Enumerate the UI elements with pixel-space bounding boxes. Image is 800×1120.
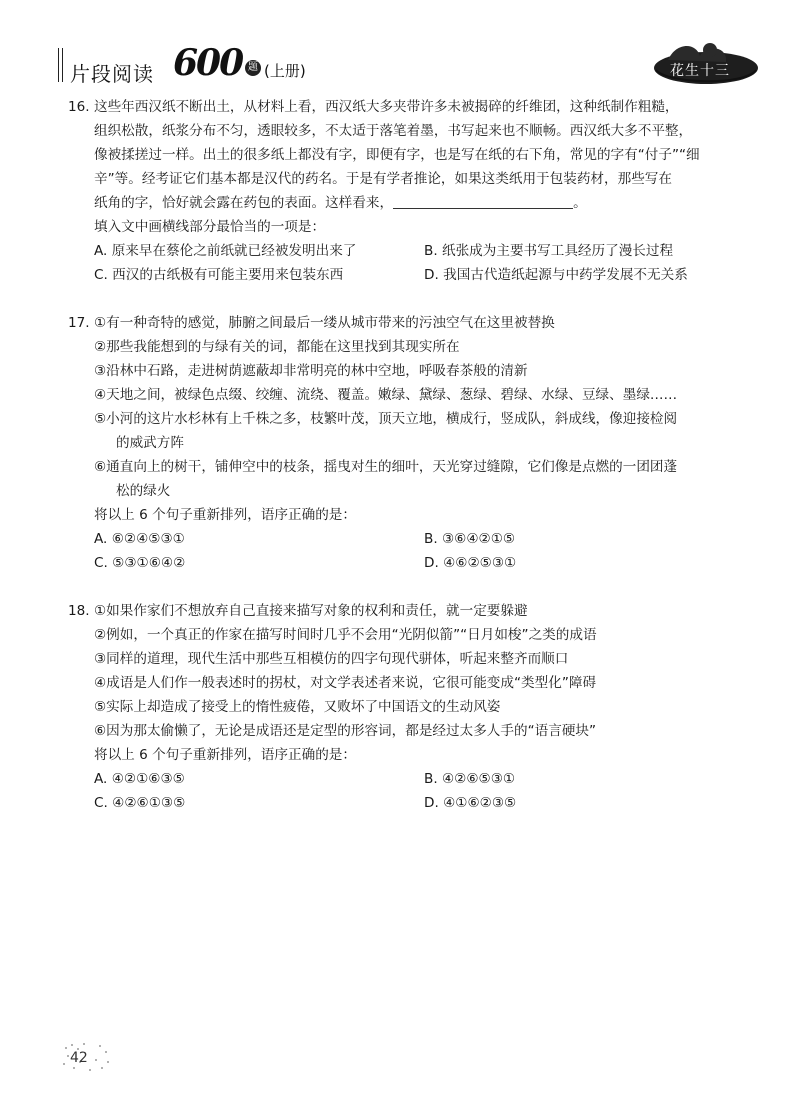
question-16 <box>68 95 768 287</box>
book-title-number: 600 <box>173 42 243 84</box>
option-text: ④②⑥①③⑤ <box>112 795 186 811</box>
question-prompt: 将以上 6 个句子重新排列，语序正确的是： <box>94 507 356 523</box>
sentence-6: ⑥通直向上的树干，铺伸空中的枝条，摇曳对生的细叶，天光穿过缝隙，它们像是点燃的一团团蓬 <box>94 459 678 475</box>
option-text: ④①⑥②③⑤ <box>443 795 517 811</box>
option-a[interactable] <box>94 767 185 791</box>
option-d[interactable] <box>424 791 516 815</box>
question-prompt: 将以上 6 个句子重新排列，语序正确的是： <box>94 747 356 763</box>
options-row <box>94 239 768 263</box>
paragraph-line: 组织松散，纸浆分布不匀，透眼较多，不太适于落笔着墨，书写起来也不顺畅。西汉纸大多不平整， <box>94 123 693 139</box>
paragraph-line: 像被揉搓过一样。出土的很多纸上都没有字，即便有字，也是写在纸的右下角，常见的字有“付子”“细 <box>94 147 700 163</box>
option-b[interactable] <box>424 767 515 791</box>
question-number: 16. <box>68 99 90 115</box>
option-text: 原来早在蔡伦之前纸就已经被发明出来了 <box>111 243 357 259</box>
question-prompt: 填入文中画横线部分最恰当的一项是： <box>94 219 326 235</box>
option-text: 我国古代造纸起源与中药学发展不无关系 <box>443 267 688 283</box>
sentence-6-continued: 松的绿火 <box>116 483 171 499</box>
option-c[interactable] <box>94 791 185 815</box>
option-label: C. <box>94 555 108 571</box>
sentence-1: ①如果作家们不想放弃自己直接来描写对象的权利和责任，就一定要躲避 <box>94 603 528 619</box>
option-d[interactable] <box>424 263 688 287</box>
option-text: ④②①⑥③⑤ <box>111 771 185 787</box>
answer-blank <box>393 194 573 209</box>
blank-end-punctuation: 。 <box>573 195 587 211</box>
sentence-5: ⑤小河的这片水杉林有上千株之多，枝繁叶茂，顶天立地，横成行，竖成队，斜成线，像迎接检阅 <box>94 411 678 427</box>
option-c[interactable] <box>94 551 185 575</box>
options-row <box>94 263 768 287</box>
paragraph-line-with-blank <box>94 191 768 215</box>
option-label: C. <box>94 267 108 283</box>
sentence-6: ⑥因为那太偷懒了，无论是成语还是定型的形容词，都是经过太多人手的“语言硬块” <box>94 723 597 739</box>
book-title: 片段阅读 <box>70 62 154 86</box>
option-label: A. <box>94 771 108 787</box>
option-label: D. <box>424 555 439 571</box>
option-text: 西汉的古纸极有可能主要用来包装东西 <box>112 267 344 283</box>
options-row <box>94 551 768 575</box>
question-list <box>68 95 768 815</box>
option-label: D. <box>424 795 439 811</box>
option-label: D. <box>424 267 439 283</box>
option-a[interactable] <box>94 239 356 263</box>
sentence-3: ③沿林中石路，走进树荫遮蔽却非常明亮的林中空地，呼吸春茶般的清新 <box>94 363 528 379</box>
publisher-logo <box>648 40 760 90</box>
book-title-badge: 题 <box>245 60 261 76</box>
sentence-3: ③同样的道理，现代生活中那些互相模仿的四字句现代骈体，听起来整齐而顺口 <box>94 651 569 667</box>
option-label: B. <box>424 531 438 547</box>
option-text: ③⑥④②①⑤ <box>441 531 516 547</box>
book-volume: (上册) <box>264 62 306 80</box>
option-label: B. <box>424 771 438 787</box>
option-label: A. <box>94 531 108 547</box>
option-text: ⑤③①⑥④② <box>112 555 186 571</box>
options-row <box>94 791 768 815</box>
options-row <box>94 767 768 791</box>
option-label: A. <box>94 243 108 259</box>
sentence-2: ②例如，一个真正的作家在描写时间时几乎不会用“光阴似箭”“日月如梭”之类的成语 <box>94 627 597 643</box>
option-c[interactable] <box>94 263 343 287</box>
sentence-5-continued: 的威武方阵 <box>116 435 184 451</box>
page-header <box>58 40 758 90</box>
sentence-2: ②那些我能想到的与绿有关的词，都能在这里找到其现实所在 <box>94 339 460 355</box>
sentence-5: ⑤实际上却造成了接受上的惰性疲倦，又败坏了中国语文的生动风姿 <box>94 699 501 715</box>
sentence-4: ④天地之间，被绿色点缀、绞缠、流绕、覆盖。嫩绿、黛绿、葱绿、碧绿、水绿、豆绿、墨绿…… <box>94 387 678 403</box>
page-number: 42 <box>70 1050 88 1066</box>
question-18 <box>68 599 768 815</box>
question-17 <box>68 311 768 575</box>
sentence-1: ①有一种奇特的感觉，肺腑之间最后一缕从城市带来的污浊空气在这里被替换 <box>94 315 555 331</box>
option-d[interactable] <box>424 551 516 575</box>
paragraph-line: 辛”等。经考证它们基本都是汉代的药名。于是有学者推论，如果这类纸用于包装药材，那些写在 <box>94 171 672 187</box>
header-rule <box>58 48 63 82</box>
option-text: ⑥②④⑤③① <box>111 531 185 547</box>
paragraph-line: 这些年西汉纸不断出土，从材料上看，西汉纸大多夹带许多未被揭碎的纤维团，这种纸制作粗糙， <box>94 99 679 115</box>
option-label: B. <box>424 243 438 259</box>
option-b[interactable] <box>424 239 673 263</box>
publisher-logo-text: 花生十三 <box>670 63 730 79</box>
option-a[interactable] <box>94 527 185 551</box>
option-text: ④②⑥⑤③① <box>441 771 516 787</box>
options-row <box>94 527 768 551</box>
sentence-4: ④成语是人们作一般表述时的拐杖，对文学表述者来说，它很可能变成“类型化”障碍 <box>94 675 597 691</box>
option-text: 纸张成为主要书写工具经历了漫长过程 <box>441 243 674 259</box>
option-text: ④⑥②⑤③① <box>443 555 517 571</box>
option-b[interactable] <box>424 527 515 551</box>
option-label: C. <box>94 795 108 811</box>
paragraph-line: 纸角的字，恰好就会露在药包的表面。这样看来， <box>94 195 394 211</box>
question-number: 18. <box>68 603 90 619</box>
question-number: 17. <box>68 315 90 331</box>
